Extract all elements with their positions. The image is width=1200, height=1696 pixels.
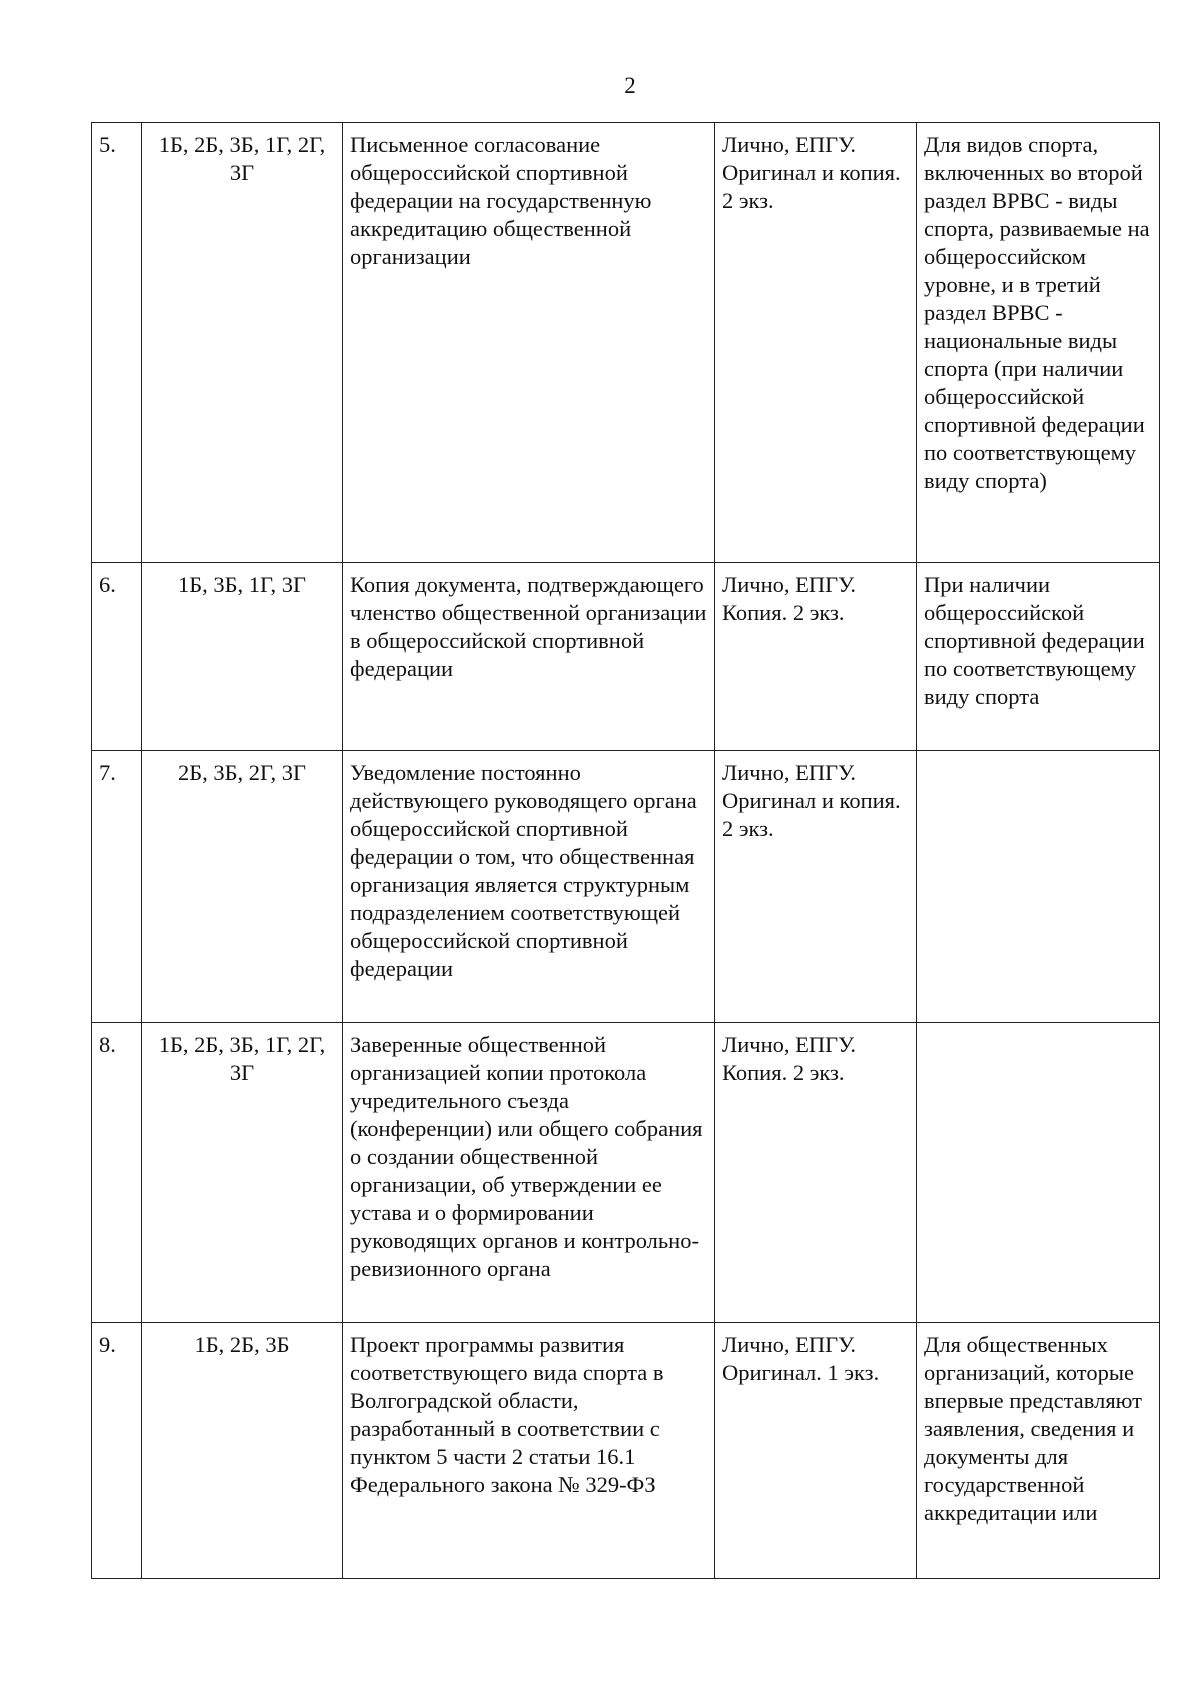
row-number-cell: 9. bbox=[92, 1323, 142, 1579]
table-row bbox=[92, 1023, 1160, 1323]
submission-method-cell: Лично, ЕПГУ. Копия. 2 экз. bbox=[715, 563, 917, 751]
note-cell: При наличии общероссийской спортивной федерации по соответствующему виду спорта bbox=[917, 563, 1160, 751]
table-row bbox=[92, 123, 1160, 563]
documents-table bbox=[91, 122, 1160, 1579]
document-cell: Заверенные общественной организацией копии протокола учредительного съезда (конференции) или общего собрания о создании общественной организации, об утверждении ее устава и о формировании руководящих органов и контрольно-ревизионного органа bbox=[343, 1023, 715, 1323]
note-cell: Для видов спорта, включенных во второй раздел ВРВС - виды спорта, развиваемые на общероссийском уровне, и в третий раздел ВРВС - национальные виды спорта (при наличии общероссийской спортивной федерации по соответствующему виду спорта) bbox=[917, 123, 1160, 563]
categories-cell: 1Б, 2Б, 3Б, 1Г, 2Г, 3Г bbox=[142, 123, 343, 563]
note-cell bbox=[917, 1023, 1160, 1323]
submission-method-cell: Лично, ЕПГУ. Копия. 2 экз. bbox=[715, 1023, 917, 1323]
row-number-cell: 8. bbox=[92, 1023, 142, 1323]
submission-method-cell: Лично, ЕПГУ. Оригинал. 1 экз. bbox=[715, 1323, 917, 1579]
document-cell: Проект программы развития соответствующего вида спорта в Волгоградской области, разработанный в соответствии с пунктом 5 части 2 статьи 16.1 Федерального закона № 329-ФЗ bbox=[343, 1323, 715, 1579]
submission-method-cell: Лично, ЕПГУ. Оригинал и копия. 2 экз. bbox=[715, 123, 917, 563]
page-number: 2 bbox=[624, 73, 636, 98]
table-row bbox=[92, 751, 1160, 1023]
table-row bbox=[92, 563, 1160, 751]
document-cell: Письменное согласование общероссийской спортивной федерации на государственную аккредитацию общественной организации bbox=[343, 123, 715, 563]
table-row bbox=[92, 1323, 1160, 1579]
note-cell: Для общественных организаций, которые впервые представляют заявления, сведения и документы для государственной аккредитации или bbox=[917, 1323, 1160, 1579]
categories-cell: 1Б, 3Б, 1Г, 3Г bbox=[142, 563, 343, 751]
row-number-cell: 5. bbox=[92, 123, 142, 563]
row-number-cell: 6. bbox=[92, 563, 142, 751]
document-cell: Уведомление постоянно действующего руководящего органа общероссийской спортивной федерации о том, что общественная организация является структурным подразделением соответствующей общероссийской спортивной федерации bbox=[343, 751, 715, 1023]
categories-cell: 1Б, 2Б, 3Б bbox=[142, 1323, 343, 1579]
document-cell: Копия документа, подтверждающего членство общественной организации в общероссийской спортивной федерации bbox=[343, 563, 715, 751]
categories-cell: 1Б, 2Б, 3Б, 1Г, 2Г, 3Г bbox=[142, 1023, 343, 1323]
row-number-cell: 7. bbox=[92, 751, 142, 1023]
categories-cell: 2Б, 3Б, 2Г, 3Г bbox=[142, 751, 343, 1023]
submission-method-cell: Лично, ЕПГУ. Оригинал и копия. 2 экз. bbox=[715, 751, 917, 1023]
note-cell bbox=[917, 751, 1160, 1023]
